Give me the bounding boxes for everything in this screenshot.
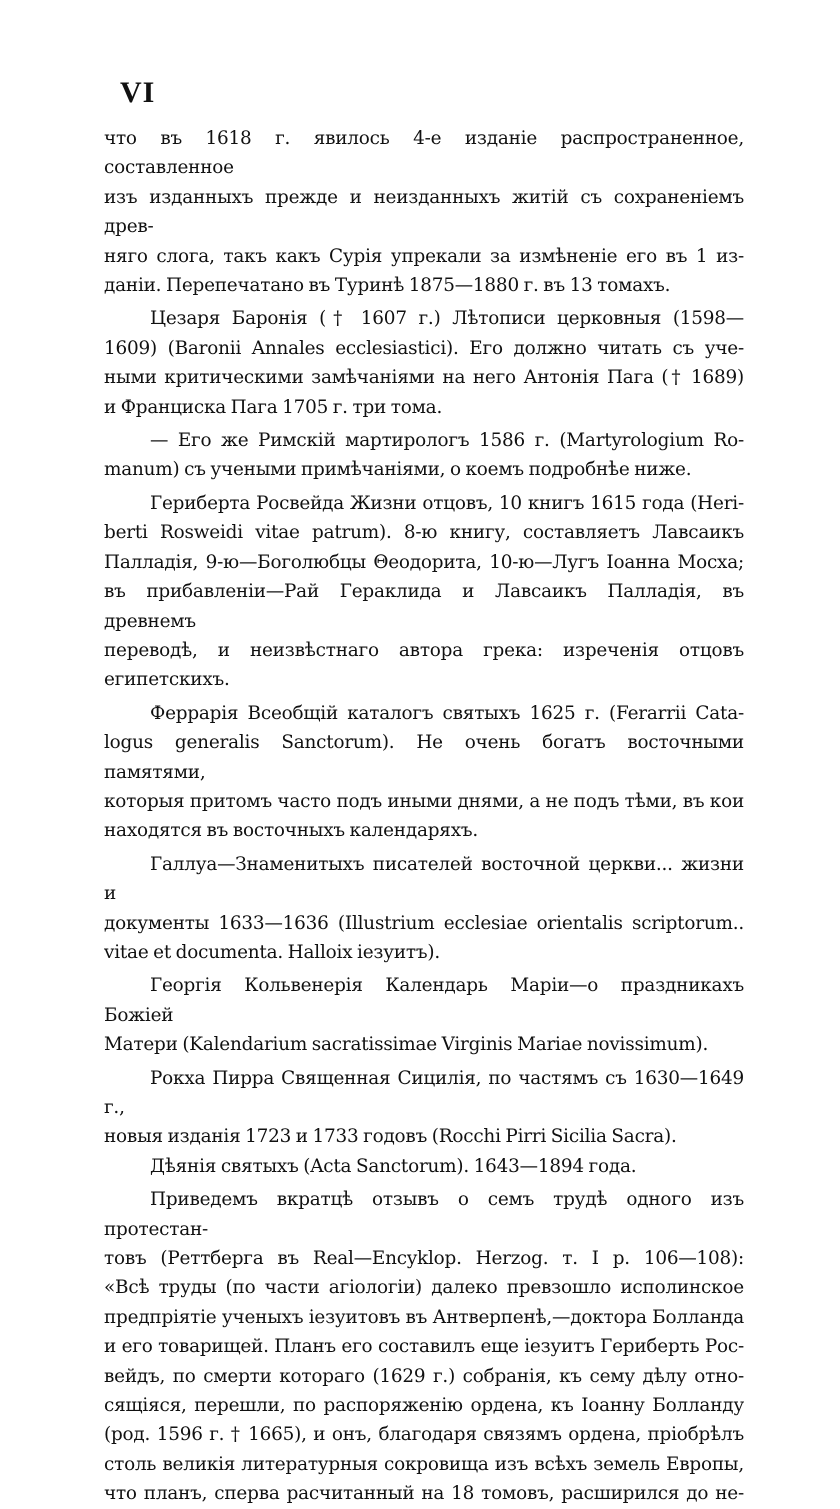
text-line: manum) съ учеными примѣчаніями, о коемъ подробнѣе ниже. (104, 459, 692, 481)
paragraph-surius-edition (104, 124, 744, 300)
text-line: Приведемъ вкратцѣ отзывъ о семъ трудѣ одного изъ протестан- (104, 1189, 744, 1240)
text-line: которыя притомъ часто подъ иными днями, а не подъ тѣми, въ кои (104, 790, 744, 812)
text-line: даніи. Перепечатано въ Туринѣ 1875—1880 г. въ 13 томахъ. (104, 275, 671, 297)
text-line: Цезаря Баронія († 1607 г.) Лѣтописи церковныя (1598— (150, 308, 744, 330)
paragraph-rosweyde-vitae-patrum (104, 489, 744, 695)
paragraph-halloix (104, 850, 744, 968)
text-line: документы 1633—1636 (Illustrium ecclesiae orientalis scriptorum.. (104, 912, 744, 934)
text-line: vitae et documenta. Halloix iезуитъ). (104, 941, 440, 963)
text-line: — Его же Римскій мартирологъ 1586 г. (Martyrologium Ro- (150, 430, 744, 452)
text-line: Гериберта Росвейда Жизни отцовъ, 10 книгъ 1615 года (Heri- (150, 492, 744, 514)
text-line: переводѣ, и неизвѣстнаго автора грека: изреченія отцовъ египетскихъ. (104, 639, 744, 691)
text-line: Матери (Kalendarium sacratissimae Virginis Mariae novissimum). (104, 1034, 709, 1056)
paragraph-rettberg-review (104, 1185, 744, 1508)
text-line: вейдъ, по смерти котораго (1629 г.) собранія, къ сему дѣлу отно- (104, 1365, 744, 1387)
text-line: Феррарія Всеобщій каталогъ святыхъ 1625 г. (Ferarrii Cata- (150, 702, 744, 724)
text-line: Дѣянія святыхъ (Acta Sanctorum). 1643—1894 года. (150, 1155, 637, 1177)
text-line: въ прибавленіи—Рай Гераклида и Лавсаикъ Палладія, въ древнемъ (104, 581, 744, 632)
text-line: столь великія литературныя сокровища изъ всѣхъ земель Европы, (104, 1453, 744, 1475)
paragraph-pirro-sicilia (104, 1064, 744, 1152)
text-line: находятся въ восточныхъ календаряхъ. (104, 820, 479, 842)
text-line: logus generalis Sanctorum). Не очень богатъ восточными памятями, (104, 732, 744, 783)
text-line: (род. 1596 г. † 1665), и онъ, благодаря связямъ ордена, пріобрѣлъ (104, 1424, 744, 1446)
text-line: и его товарищей. Планъ его составилъ еще іезуитъ Гериберть Рос- (104, 1336, 744, 1358)
text-line: что планъ, сперва расчитанный на 18 томовъ, расширился до не- (104, 1483, 744, 1505)
text-line: Галлуа—Знаменитыхъ писателей восточной церкви... жизни и (104, 853, 744, 905)
text-line: что въ 1618 г. явилось 4-е изданіе распространенное, составленное (104, 128, 744, 179)
paragraph-martyrologium (104, 426, 744, 485)
text-line: няго слога, такъ какъ Сурія упрекали за измѣненіе его въ 1 из- (104, 245, 744, 267)
text-line: изъ изданныхъ прежде и неизданныхъ житій съ сохраненіемъ древ- (104, 186, 744, 238)
text-line: Рокха Пирра Священная Сицилія, по частямъ съ 1630—1649 г., (104, 1067, 744, 1118)
paragraph-colvenerius (104, 971, 744, 1059)
page-text (104, 124, 744, 1509)
paragraph-baronius-annales (104, 304, 744, 422)
text-line: ными критическими замѣчаніями на него Антонія Пага († 1689) (104, 367, 744, 389)
text-line: «Всѣ труды (по части агіологіи) далеко превзошло исполинское (104, 1277, 744, 1299)
text-line: товъ (Реттберга въ Real—Encyklop. Herzog. т. I p. 106—108): (104, 1248, 744, 1270)
text-line: 1609) (Baronii Annales ecclesiastici). Его должно читать съ уче- (104, 337, 744, 359)
text-line: новыя изданія 1723 и 1733 годовъ (Rocchi Pirri Sicilia Sacra). (104, 1126, 677, 1148)
page-number: VI (120, 76, 156, 109)
text-line: и Франциска Пага 1705 г. три тома. (104, 396, 443, 418)
paragraph-ferrarius-catalogue (104, 699, 744, 846)
text-line: Георгія Кольвенерія Календарь Маріи—о праздникахъ Божіей (104, 975, 744, 1026)
text-line: сящіяся, перешли, по распоряженію ордена, къ Іоанну Болланду (104, 1395, 744, 1417)
text-line: Палладія, 9-ю—Боголюбцы Θеодорита, 10-ю—Лугъ Іоанна Мосха; (104, 551, 744, 573)
paragraph-acta-sanctorum (104, 1152, 744, 1181)
text-line: предпріятіе ученыхъ іезуитовъ въ Антверпенѣ,—доктора Болланда (104, 1306, 744, 1328)
text-line: berti Rosweidi vitae patrum). 8-ю книгу, составляетъ Лавсаикъ (104, 522, 744, 544)
